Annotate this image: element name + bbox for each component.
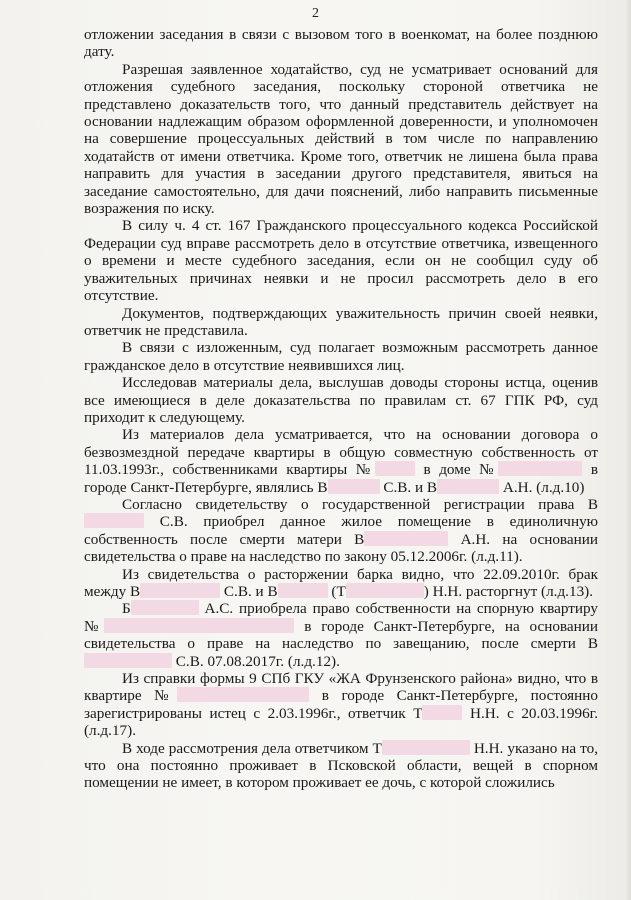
paragraph-11-part-a: Из справки формы 9 СПб ГКУ «ЖА Фрунзенского района» видно, что в квартире №	[84, 670, 598, 705]
redaction-box	[177, 687, 309, 702]
redaction-box	[131, 600, 199, 615]
paragraph-10	[84, 600, 598, 670]
paragraph-11-part-b: в городе Санкт-Петербурге, постоянно зарегистрированы истец с 2.03.1996г., ответчик Т	[84, 687, 598, 722]
paragraph-7	[84, 426, 598, 496]
paragraph-5: В связи с изложенным, суд полагает возможным рассмотреть данное гражданское дело в отсутствие неявившихся лиц.	[84, 339, 598, 374]
redaction-box	[328, 479, 380, 494]
paragraph-7-part-a: Из материалов дела усматривается, что на основании договора о безвозмездной передаче квартиры в общую совместную собственность от 11.03.1993г., собственниками квартиры №	[84, 426, 598, 479]
paragraph-6: Исследовав материалы дела, выслушав доводы стороны истца, оценив все имеющиеся в деле доказательства по правилам ст. 67 ГПК РФ, суд приходит к следующему.	[84, 374, 598, 426]
paragraph-12	[84, 740, 598, 792]
paragraph-7-part-b: в доме №	[423, 461, 499, 479]
paragraph-11	[84, 670, 598, 740]
paragraph-12-part-b: Н.Н. указано на то, что она постоянно проживает в Псковской области, вещей в спорном помещении не имеет, в котором проживает ее дочь, с которой сложились	[84, 739, 598, 792]
page-number: 2	[312, 6, 319, 21]
paragraph-1: отложении заседания в связи с вызовом того в военкомат, на более позднюю дату.	[84, 26, 598, 61]
redaction-box	[382, 740, 470, 755]
paragraph-7-part-e: А.Н. (л.д.10)	[502, 478, 585, 496]
redaction-box	[346, 583, 424, 598]
paragraph-10-part-d: С.В. 07.08.2017г. (л.д.12).	[175, 652, 340, 670]
redaction-box	[498, 461, 582, 476]
paragraph-12-part-a: В ходе рассмотрения дела ответчиком Т	[122, 739, 382, 757]
paragraph-8-part-a: Согласно свидетельству о государственной регистрации права В	[122, 495, 598, 513]
paragraph-9-part-b: С.В. и В	[223, 583, 278, 600]
redaction-box	[278, 583, 328, 598]
paragraph-9-part-c: (Т	[331, 583, 346, 600]
redaction-box	[84, 653, 172, 668]
page-edge-shadow	[625, 0, 631, 900]
paragraph-8	[84, 496, 598, 566]
redaction-box	[437, 479, 499, 494]
paragraph-8-part-c: А.Н. на основании свидетельства о праве на наследство по закону 05.12.2006г. (л.д.11).	[84, 530, 599, 566]
redaction-box	[140, 583, 220, 598]
paragraph-10-part-a: Б	[122, 600, 131, 618]
paragraph-9-part-d: ) Н.Н. расторгнут (л.д.13).	[423, 583, 594, 600]
paragraph-8-part-b: С.В. приобрел данное жилое помещение в единоличную собственность после смерти матери В	[84, 513, 599, 548]
redaction-box	[104, 618, 294, 633]
paragraph-11-part-c: Н.Н. с 20.03.1996г. (л.д.17).	[84, 704, 598, 740]
paragraph-10-part-c: в городе Санкт-Петербурге, на основании свидетельства о праве на наследство по завещанию, после смерти В	[84, 617, 599, 653]
paragraph-7-part-c: в городе Санкт-Петербурге, являлись В	[84, 461, 599, 496]
paragraph-7-part-d: С.В. и В	[383, 478, 438, 496]
document-body	[84, 26, 598, 792]
paragraph-10-part-b: А.С. приобрела право собственности на спорную квартиру №	[84, 600, 598, 635]
redaction-box	[375, 461, 415, 476]
redaction-box	[364, 531, 448, 546]
paragraph-3: В силу ч. 4 ст. 167 Гражданского процессуального кодекса Российской Федерации суд вправе рассмотреть дело в отсутствие ответчика, извещенного о времени и месте судебного заседания, если он не сообщил суду об уважительных причинах неявки и не просил рассмотреть дело в его отсутствие.	[84, 217, 598, 305]
redaction-box	[84, 513, 144, 528]
redaction-box	[422, 705, 462, 720]
paragraph-2: Разрешая заявленное ходатайство, суд не усматривает оснований для отложения судебного заседания, поскольку стороной ответчика не представлено доказательств того, что данный представитель действует на основании надлежащим образом оформленной доверенности, и уполномочен на совершение процессуальных действий в том числе по направлению ходатайств от имени ответчика. Кроме того, ответчик не лишена была права направить для участия в заседании другого представителя, явиться на заседание самостоятельно, для дачи пояснений, либо направить письменные возражения по иску.	[84, 60, 598, 218]
paragraph-4: Документов, подтверждающих уважительность причин своей неявки, ответчик не представила.	[84, 304, 598, 339]
paragraph-9	[84, 566, 598, 601]
paragraph-9-part-a: Из свидетельства о расторжении барка видно, что 22.09.2010г. брак между В	[84, 565, 598, 600]
